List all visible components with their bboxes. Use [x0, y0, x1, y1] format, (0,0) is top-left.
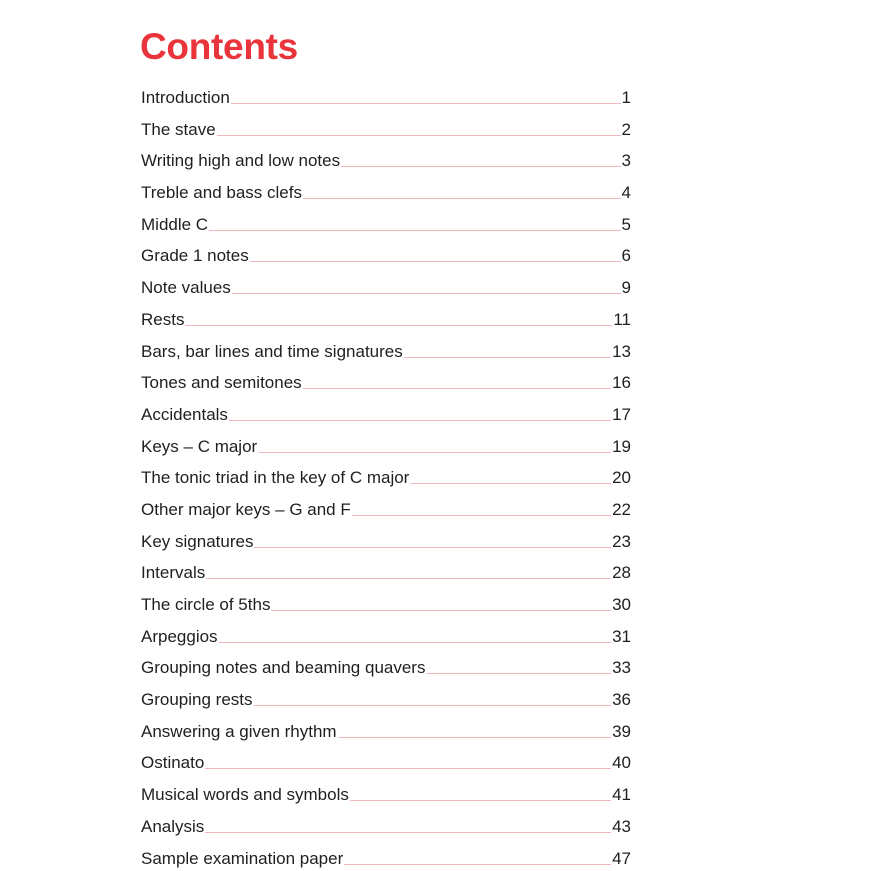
toc-entry-page-number: 31 — [612, 626, 631, 646]
toc-entry-label: The tonic triad in the key of C major — [141, 468, 410, 488]
toc-entry-page-number: 3 — [621, 151, 631, 171]
toc-entry — [141, 817, 631, 849]
toc-entry — [141, 595, 631, 627]
toc-leader-line — [404, 357, 611, 358]
toc-leader-line — [232, 293, 621, 294]
toc-leader-line — [258, 452, 611, 453]
toc-entry — [141, 310, 631, 342]
toc-entry — [141, 785, 631, 817]
toc-entry — [141, 246, 631, 278]
toc-entry — [141, 658, 631, 690]
toc-entry — [141, 627, 631, 659]
toc-leader-line — [341, 166, 620, 167]
toc-entry-label: Analysis — [141, 816, 205, 836]
toc-leader-line — [217, 135, 621, 136]
toc-entry-page-number: 40 — [612, 753, 631, 773]
toc-leader-line — [209, 230, 620, 231]
toc-leader-line — [352, 515, 611, 516]
toc-leader-line — [205, 768, 611, 769]
toc-leader-line — [219, 642, 612, 643]
toc-entry-page-number: 2 — [621, 119, 631, 139]
toc-leader-line — [231, 103, 621, 104]
toc-entry — [141, 88, 631, 120]
toc-entry-label: Answering a given rhythm — [141, 721, 337, 741]
toc-leader-line — [426, 673, 611, 674]
toc-entry — [141, 563, 631, 595]
toc-entry-page-number: 33 — [612, 658, 631, 678]
toc-entry-page-number: 17 — [612, 404, 631, 424]
toc-entry-label: Rests — [141, 309, 185, 329]
toc-entry-page-number: 19 — [612, 436, 631, 456]
toc-entry-label: Ostinato — [141, 753, 205, 773]
toc-entry-page-number: 30 — [612, 595, 631, 614]
toc-entry-page-number: 28 — [612, 563, 631, 583]
toc-leader-line — [229, 420, 611, 421]
toc-entry-label: Grouping notes and beaming quavers — [141, 658, 426, 678]
toc-leader-line — [185, 325, 612, 326]
toc-entry-label: Middle C — [141, 214, 209, 234]
toc-entry — [141, 278, 631, 310]
toc-entry-page-number: 5 — [621, 214, 631, 234]
toc-entry-label: Tones and semitones — [141, 373, 302, 393]
toc-entry-label: Bars, bar lines and time signatures — [141, 341, 403, 361]
toc-entry-label: Intervals — [141, 563, 206, 583]
toc-leader-line — [206, 578, 611, 579]
toc-leader-line — [250, 261, 621, 262]
toc-entry-label: Musical words and symbols — [141, 785, 349, 805]
toc-entry — [141, 437, 631, 469]
toc-leader-line — [338, 737, 611, 738]
toc-entry-label: Note values — [141, 278, 231, 298]
toc-entry-label: Grouping rests — [141, 690, 253, 710]
toc-entry-page-number: 23 — [612, 531, 631, 551]
toc-entry-page-number: 36 — [612, 690, 631, 710]
toc-leader-line — [271, 610, 611, 611]
toc-leader-line — [303, 388, 611, 389]
toc-entry — [141, 468, 631, 500]
toc-entry-page-number: 20 — [612, 468, 631, 488]
toc-entry-label: The circle of 5ths — [141, 595, 271, 614]
toc-entry — [141, 373, 631, 405]
toc-entry — [141, 753, 631, 785]
toc-entry-page-number: 6 — [621, 246, 631, 266]
page-title: Contents — [140, 26, 298, 67]
toc-entry-label: Other major keys – G and F — [141, 499, 351, 519]
toc-entry-page-number: 9 — [621, 278, 631, 298]
toc-leader-line — [254, 705, 612, 706]
toc-entry — [141, 849, 631, 871]
toc-entry-page-number: 22 — [612, 499, 631, 519]
toc-entry — [141, 215, 631, 247]
table-of-contents — [141, 88, 631, 871]
toc-entry-page-number: 4 — [621, 183, 631, 203]
toc-entry — [141, 722, 631, 754]
toc-entry-label: Sample examination paper — [141, 848, 344, 868]
toc-entry-label: Key signatures — [141, 531, 254, 551]
toc-entry-page-number: 43 — [612, 816, 631, 836]
toc-entry-label: Grade 1 notes — [141, 246, 249, 266]
toc-entry-page-number: 11 — [613, 309, 631, 329]
toc-entry-label: Treble and bass clefs — [141, 183, 302, 203]
toc-entry — [141, 690, 631, 722]
toc-leader-line — [254, 547, 611, 548]
toc-leader-line — [350, 800, 611, 801]
toc-entry — [141, 342, 631, 374]
toc-entry-page-number: 1 — [621, 88, 631, 107]
toc-entry-label: Writing high and low notes — [141, 151, 341, 171]
toc-entry — [141, 183, 631, 215]
toc-entry-label: Keys – C major — [141, 436, 258, 456]
toc-entry-page-number: 39 — [612, 721, 631, 741]
toc-entry — [141, 151, 631, 183]
toc-leader-line — [205, 832, 611, 833]
toc-leader-line — [344, 864, 611, 865]
toc-entry — [141, 532, 631, 564]
toc-entry-label: Accidentals — [141, 404, 228, 424]
toc-entry — [141, 500, 631, 532]
toc-entry-label: Arpeggios — [141, 626, 218, 646]
toc-entry-label: Introduction — [141, 88, 230, 107]
toc-entry-page-number: 47 — [612, 848, 631, 868]
toc-leader-line — [303, 198, 621, 199]
toc-entry-label: The stave — [141, 119, 216, 139]
toc-leader-line — [410, 483, 611, 484]
toc-entry-page-number: 13 — [612, 341, 631, 361]
toc-entry — [141, 120, 631, 152]
toc-entry-page-number: 16 — [612, 373, 631, 393]
toc-entry — [141, 405, 631, 437]
toc-entry-page-number: 41 — [612, 785, 631, 805]
